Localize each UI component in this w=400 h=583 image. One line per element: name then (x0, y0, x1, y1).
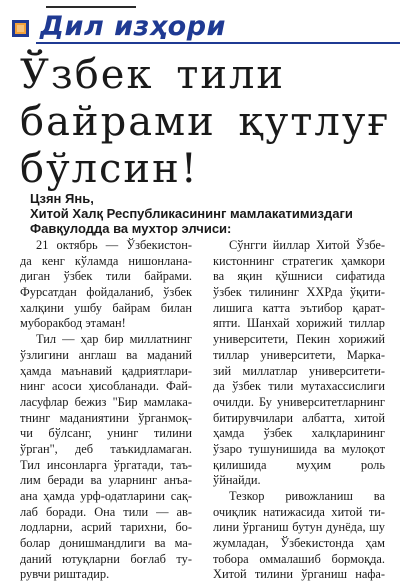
byline-author: Цзян Янь, (30, 191, 94, 206)
body-text-line: лишига катта эътибор қарат- (213, 300, 385, 315)
body-text-line: очилди. Бу университетларнинг (213, 394, 385, 409)
body-text-line: чи бўлсанг, унинг тилини (20, 426, 192, 441)
body-text-line: болар донишмандлиги ва ма- (20, 536, 192, 551)
body-text-line: кистоннинг стратегик ҳамкори (213, 253, 385, 268)
body-text-line: даний ютуқларни боғлаб ту- (20, 551, 192, 566)
body-text-line: битирувчилари албатта, хитой (213, 410, 385, 425)
body-text-line: ҳамда маънавий қадриятлари- (20, 363, 192, 378)
body-text-line: да ўзбек тили мутахассислиги (213, 379, 385, 394)
headline (20, 52, 395, 193)
body-text-line: ўзаро тушунишида ва мулоқот (213, 441, 385, 456)
section-underline (36, 42, 400, 44)
body-text-line: ўзлигини англаш ва маданий (20, 347, 192, 362)
body-text-line: ва яқин қўшниси сифатида (213, 269, 385, 284)
body-text-line: ласуфлар бежиз "Бир мамлака- (20, 394, 192, 409)
body-column-right (213, 238, 385, 583)
section-header (0, 0, 400, 46)
byline-position-cont: Фавқулодда ва мухтор элчиси: (30, 221, 232, 236)
body-text-line: лодларни, асрий тарихни, бо- (20, 520, 192, 535)
body-text-line: Тил инсонларга ўргатади, таъ- (20, 457, 192, 472)
body-text-line: 21 октябрь — Ўзбекистон- (36, 238, 192, 252)
body-text-line: ана ҳамда урф-одатларини сақ- (20, 489, 192, 503)
body-text-line: қилишида муҳим роль (213, 457, 385, 472)
body-text-line: лини ўрганиш бутун дунёда, шу (213, 520, 385, 535)
body-text-line: Хитой тилини ўрганиш нафа- (213, 567, 385, 582)
body-text-line: лаб боради. Она тили — ав- (20, 504, 192, 519)
body-text-line: тиллар университети, Марка- (213, 347, 385, 362)
top-rule (46, 6, 136, 8)
body-text-line: рувчи риштадир. (20, 567, 110, 582)
body-text-line: нинг асоси ҳисобланади. Фай- (20, 379, 192, 394)
body-text-line: лим беради ва уларнинг анъа- (20, 473, 192, 488)
body-text-line: ўйнайди. (213, 473, 261, 488)
body-text-line: ўзбек тилининг ХХРда ўқити- (213, 285, 385, 300)
body-text-line: Фурсатдан фойдаланиб, ўзбек (20, 285, 192, 300)
headline-line: бўлсин! (20, 146, 199, 192)
body-text-line: да кенг кўламда нишонлана- (20, 253, 192, 268)
body-text-line: зий миллатлар университети- (213, 363, 385, 378)
body-text-line: муборакбод этаман! (20, 316, 126, 331)
body-text-line: япти. Шанхай хорижий тиллар (213, 316, 385, 331)
body-text-line: ҳамда ўзбек халқларининг (213, 426, 385, 441)
body-text-line: халқини ушбу байрам билан (20, 300, 192, 315)
body-text-line: университети, Пекин хорижий (213, 332, 385, 347)
section-title: Дил изҳори (40, 11, 226, 42)
body-text-line: Тезкор ривожланиш ва (229, 489, 385, 503)
headline-line: Ўзбек тили (20, 52, 286, 98)
headline-line: байрами қутлуғ (20, 99, 391, 145)
body-text-line: тнинг маданиятини ўрганмоқ- (20, 410, 192, 425)
body-column-left (20, 238, 192, 583)
body-text-line: диган ўзбек тили байрами. (20, 269, 192, 284)
byline-position: Хитой Халқ Республикасининг мамлакатимиздаги (30, 206, 353, 221)
body-text-line: Сўнгги йиллар Хитой Ўзбе- (229, 238, 385, 252)
body-text-line: ўрган", деб таъкидламаган. (20, 441, 192, 456)
body-text-line: очиқлик натижасида хитой ти- (213, 504, 385, 519)
square-bullet-icon (12, 20, 29, 37)
body-text-line: жумладан, Ўзбекистонда ҳам (213, 536, 385, 551)
body-text-line: тобора оммалашиб бормоқда. (213, 551, 385, 566)
body-text-line: Тил — ҳар бир миллатнинг (36, 332, 192, 347)
